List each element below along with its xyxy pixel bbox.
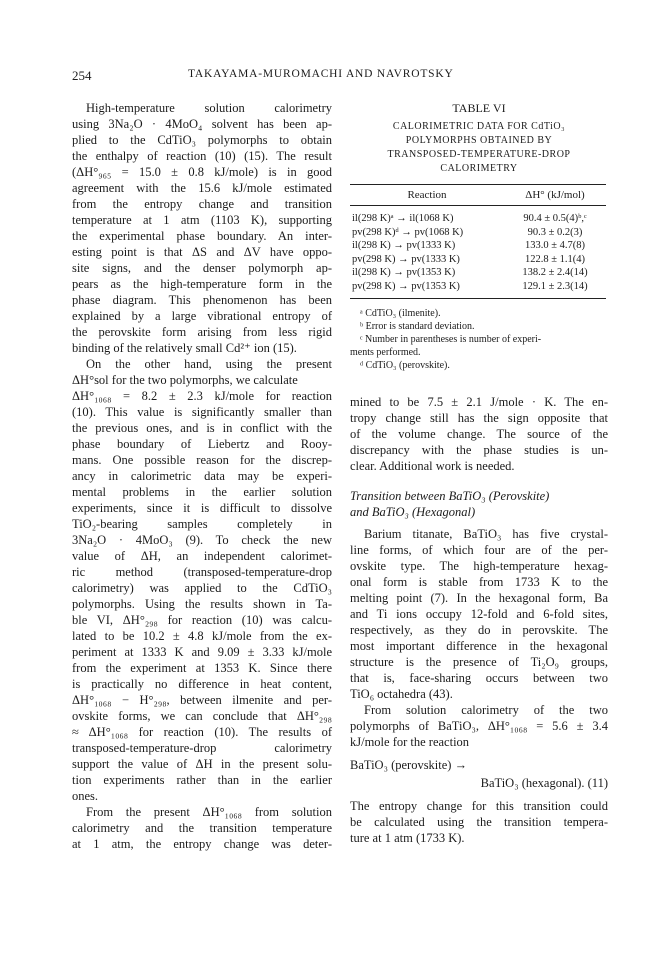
caption-line: POLYMORPHS OBTAINED BY <box>405 135 553 146</box>
text-line: binding of the relatively small Cd²⁺ ion (15). <box>72 341 297 355</box>
text-line: support the value of ΔH in the present solu- <box>72 757 332 771</box>
left-body-text <box>72 100 332 852</box>
table-caption <box>350 120 608 176</box>
text-line: ric method (transposed-temperature-drop <box>72 565 332 579</box>
text-line: the enthalpy of reaction (10) (15). The result <box>72 149 332 163</box>
text-line: ≈ ΔH°₁₀₆₈ for reaction (10). The results of <box>72 725 332 739</box>
text-line: clear. Additional work is needed. <box>350 459 515 473</box>
text-line: line forms, of which four are of the per- <box>350 543 608 557</box>
text-line: pears as the high-temperature form in the <box>72 277 332 291</box>
table-header-reaction: Reaction <box>350 185 504 206</box>
reaction-cell: il(298 K) → pv(1353 K) <box>352 267 456 278</box>
text-line: ancy in calorimetric data may be experi- <box>72 469 332 483</box>
text-line: kJ/mole for the reaction <box>350 735 470 749</box>
text-line: discrepancy with the phase studies is un- <box>350 443 608 457</box>
reaction-cell: il(298 K) → pv(1333 K) <box>352 240 456 251</box>
enthalpy-cell: 90.3 ± 0.2(3) <box>527 226 583 238</box>
text-line: calorimetry and the transition temperature <box>72 821 332 835</box>
text-line: the previous ones, and is in conflict with the <box>72 421 332 435</box>
right-paragraph-2 <box>350 526 608 750</box>
enthalpy-cell: 122.8 ± 1.1(4) <box>524 253 585 265</box>
text-line: transposed-temperature-drop calorimetry <box>72 741 332 755</box>
text-line: phase boundary of Liebertz and Rooy- <box>72 437 332 451</box>
text-line: be calculated using the transition tempera- <box>350 815 608 829</box>
enthalpy-cell: 129.1 ± 2.3(14) <box>504 280 606 299</box>
text-line: is practically no difference in heat content, <box>72 677 332 691</box>
reaction-cell: pv(298 K) → pv(1333 K) <box>352 253 460 265</box>
text-line: the perovskite form arising from less rigid <box>72 325 332 339</box>
text-line: From solution calorimetry of the two <box>364 703 608 717</box>
text-line: ble VI, ΔH°₂₉₈ for reaction (10) was calcu- <box>72 613 332 627</box>
caption-line: CALORIMETRIC DATA FOR CdTiO₃ <box>392 121 566 132</box>
table-header-enthalpy: ΔH° (kJ/mol) <box>504 185 606 206</box>
text-line: High-temperature solution calorimetry <box>86 101 332 115</box>
text-line: polymorphs of BaTiO₃, ΔH°₁₀₆₈ = 5.6 ± 3.4 <box>350 719 608 733</box>
text-line: periment at 1333 K and 9.09 ± 3.33 kJ/mole <box>72 645 332 659</box>
text-line: calorimetry) was applied to the CdTiO₃ <box>72 581 332 595</box>
text-line: of the volume change. The source of the <box>350 427 608 441</box>
text-line: and Ti ions occupy 12-fold and 6-fold sites, <box>350 607 608 621</box>
enthalpy-cell: 138.2 ± 2.4(14) <box>522 267 588 278</box>
equation-line-2: BaTiO₃ (hexagonal). (11) <box>480 776 608 790</box>
text-line: mined to be 7.5 ± 2.1 J/mole · K. The en- <box>350 395 608 409</box>
text-line: temperature at 1 atm (1103 K), supporting <box>72 213 332 227</box>
text-line: site signs, and the denser polymorph ap- <box>72 261 332 275</box>
text-line: esting point is that ΔS and ΔV have oppo- <box>72 245 332 259</box>
text-line: at 1 atm, the entropy change was deter- <box>72 837 332 851</box>
text-line: (ΔH°₉₆₅ = 15.0 ± 0.8 kJ/mole) is in good <box>72 165 332 179</box>
text-line: agreement with the 15.6 kJ/mole estimated <box>72 181 332 195</box>
table-label: TABLE VI <box>452 101 506 115</box>
section-heading <box>350 488 608 520</box>
text-line: ones. <box>72 789 99 803</box>
text-line: Barium titanate, BaTiO₃ has five crystal- <box>364 527 608 541</box>
footnote: ᶜ Number in parentheses is number of experi- <box>360 334 542 345</box>
equation-line-1: BaTiO₃ (perovskite) → <box>350 758 468 772</box>
text-line: mental problems in the earlier solution <box>72 485 332 499</box>
reaction-cell: pv(298 K) → pv(1353 K) <box>350 280 504 299</box>
text-line: value of ΔH, an independent calorimet- <box>72 549 332 563</box>
text-line: plied to the CdTiO₃ polymorphs to obtain <box>72 133 332 147</box>
text-line: the experimental phase boundary. An inter- <box>72 229 332 243</box>
left-column <box>72 100 332 852</box>
text-line: from the entropy change and transition <box>72 197 332 211</box>
running-title: TAKAYAMA-MUROMACHI AND NAVROTSKY <box>188 68 454 80</box>
text-line: On the other hand, using the present <box>86 357 332 371</box>
text-line: lated to be 10.2 ± 4.8 kJ/mole from the ex- <box>72 629 332 643</box>
text-line: From the present ΔH°₁₀₆₈ from solution <box>86 805 332 819</box>
text-line: most important difference in the hexagonal <box>350 639 608 653</box>
right-paragraph-1 <box>350 394 608 474</box>
footnote: ᵇ Error is standard deviation. <box>360 321 475 332</box>
page-number: 254 <box>72 68 92 83</box>
text-line: experiments, since it is difficult to dissolve <box>72 501 332 515</box>
table-row <box>350 239 606 253</box>
footnote: ments performed. <box>350 347 421 358</box>
enthalpy-cell: 133.0 ± 4.7(8) <box>524 240 585 251</box>
text-line: explained by a large vibrational entropy of <box>72 309 332 323</box>
table-row <box>350 280 606 299</box>
text-line: (10). This value is significantly smaller than <box>72 405 332 419</box>
table-footnotes <box>350 307 608 372</box>
text-line: ΔH°₁₀₆₈ − H°₂₉₈, between ilmenite and per- <box>72 693 332 707</box>
reaction-cell: pv(298 K)ᵈ → pv(1068 K) <box>352 226 464 238</box>
table-row <box>350 206 606 226</box>
text-line: TiO₂-bearing samples completely in <box>72 517 332 531</box>
table-row <box>350 226 606 240</box>
text-line: structure is the presence of Ti₂O₉ groups, <box>350 655 608 669</box>
equation-11 <box>350 756 608 792</box>
text-line: ovskite type. The high-temperature hexag- <box>350 559 608 573</box>
text-line: respectively, as they do in perovskite. The <box>350 623 608 637</box>
text-line: mans. One possible reason for the discrep- <box>72 453 332 467</box>
caption-line: CALORIMETRY <box>440 163 518 174</box>
text-line: tion experiments rather than in the earlier <box>72 773 332 787</box>
section-heading-line: Transition between BaTiO₃ (Perovskite) <box>350 489 550 503</box>
data-table <box>350 184 606 299</box>
text-line: ovskite forms, we can conclude that ΔH°₂₉₈ <box>72 709 332 723</box>
text-line: onal form is stable from 1733 K to the <box>350 575 608 589</box>
table-vi <box>350 100 608 372</box>
text-line: melting point (7). In the hexagonal form, Ba <box>350 591 608 605</box>
table-row <box>350 266 606 280</box>
text-line: from the experiment at 1353 K. Since there <box>72 661 332 675</box>
text-line: 3Na₂O · 4MoO₃ (9). To check the new <box>72 533 332 547</box>
text-line: ΔH°sol for the two polymorphs, we calculate <box>72 373 298 387</box>
text-line: TiO₆ octahedra (43). <box>350 687 453 701</box>
text-line: ture at 1 atm (1733 K). <box>350 831 465 845</box>
caption-line: TRANSPOSED-TEMPERATURE-DROP <box>387 149 571 160</box>
text-line: ΔH°₁₀₆₈ = 8.2 ± 2.3 kJ/mole for reaction <box>72 389 332 403</box>
text-line: polymorphs. Using the results shown in Ta- <box>72 597 332 611</box>
text-line: using 3Na₂O · 4MoO₄ solvent has been ap- <box>72 117 332 131</box>
reaction-cell: il(298 K)ᵃ → il(1068 K) <box>352 213 454 224</box>
text-line: tropy change still has the sign opposite that <box>350 411 608 425</box>
section-heading-line: and BaTiO₃ (Hexagonal) <box>350 505 476 519</box>
text-line: The entropy change for this transition could <box>350 799 608 813</box>
footnote: ᵃ CdTiO₃ (ilmenite). <box>360 308 441 319</box>
table-row <box>350 253 606 267</box>
enthalpy-cell: 90.4 ± 0.5(4)ᵇ,ᶜ <box>523 213 587 224</box>
text-line: that is, face-sharing occurs between two <box>350 671 608 685</box>
right-paragraph-3 <box>350 798 608 846</box>
footnote: ᵈ CdTiO₃ (perovskite). <box>360 360 450 371</box>
right-column <box>350 100 608 846</box>
text-line: phase diagram. This phenomenon has been <box>72 293 332 307</box>
